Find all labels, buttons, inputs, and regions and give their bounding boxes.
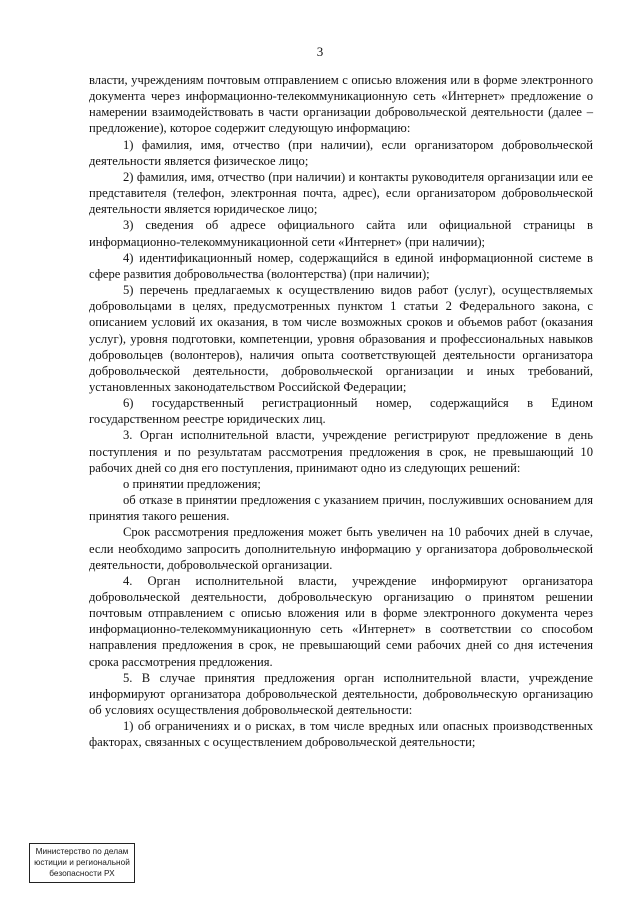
paragraph-item-1: 1) фамилия, имя, отчество (при наличии), если организатором добровольческой деятельности является физическое лицо; [89, 137, 593, 168]
paragraph-continuation: власти, учреждениям почтовым отправлением с описью вложения или в форме электронного документа через информационно-телекоммуникационную сеть «Интернет» предложение о намерении взаимодействовать в части организации добровольческой деятельности (далее – предложение), которое содержит следующую информацию: [89, 73, 593, 136]
paragraph-item-3: 3) сведения об адресе официального сайта или официальной страницы в информационно-телекоммуникационной сети «Интернет» (при наличии); [89, 218, 593, 249]
paragraph-item-2: 2) фамилия, имя, отчество (при наличии) и контакты руководителя организации или ее представителя (телефон, электронная почта, адрес), если организатором добровольческой деятельности является юридическое лицо; [89, 169, 593, 217]
paragraph-item-6: 6) государственный регистрационный номер, содержащийся в Едином государственном реестре юридических лиц. [89, 396, 593, 427]
paragraph-section-5-item-1: 1) об ограничениях и о рисках, в том числе вредных или опасных производственных факторах, связанных с осуществлением добровольческой деятельности; [89, 719, 593, 750]
paragraph-decision-reject: об отказе в принятии предложения с указанием причин, послуживших основанием для принятия такого решения. [89, 493, 593, 524]
stamp-line-2: юстиции и региональной [34, 857, 130, 867]
page-number: 3 [316, 44, 324, 59]
document-body [89, 72, 593, 751]
paragraph-item-5: 5) перечень предлагаемых к осуществлению видов работ (услуг), осуществляемых добровольцами в целях, предусмотренных пунктом 1 статьи 2 Федерального закона, с описанием условий их оказания, в том числе возможных сроков и объемов работ (оказания услуг), уровня подготовки, компетенции, уровня образования и профессиональных навыков добровольцев (волонтеров), наличия опыта соответствующей деятельности организатора добровольческой деятельности, добровольческой организации и иных требований, установленных законодательством Российской Федерации; [89, 283, 593, 394]
ministry-stamp [29, 843, 135, 883]
paragraph-section-5: 5. В случае принятия предложения орган исполнительной власти, учреждение информируют организатора добровольческой деятельности, добровольческую организацию об условиях осуществления добровольческой деятельности: [89, 670, 593, 718]
paragraph-item-4: 4) идентификационный номер, содержащийся в единой информационной системе в сфере развития добровольчества (волонтерства) (при наличии); [89, 250, 593, 281]
paragraph-review-term: Срок рассмотрения предложения может быть увеличен на 10 рабочих дней в случае, если необходимо запросить дополнительную информацию у организатора добровольческой деятельности, добровольческой организации. [89, 525, 593, 572]
paragraph-section-4: 4. Орган исполнительной власти, учреждение информируют организатора добровольческой деятельности, добровольческую организацию о принятом решении почтовым отправлением с описью вложения или в форме электронного документа через информационно-телекоммуникационную сеть «Интернет» в соответствии со способом направления предложения в срок, не превышающий семи рабочих дней со дня истечения срока рассмотрения предложения. [89, 573, 593, 669]
paragraph-decision-accept: о принятии предложения; [123, 476, 261, 491]
stamp-line-3: безопасности РХ [49, 868, 115, 878]
stamp-line-1: Министерство по делам [35, 846, 129, 856]
paragraph-section-3: 3. Орган исполнительной власти, учреждение регистрируют предложение в день поступления и по результатам рассмотрения предложения в срок, не превышающий 10 рабочих дней со дня его поступления, принимают одно из следующих решений: [89, 428, 593, 475]
